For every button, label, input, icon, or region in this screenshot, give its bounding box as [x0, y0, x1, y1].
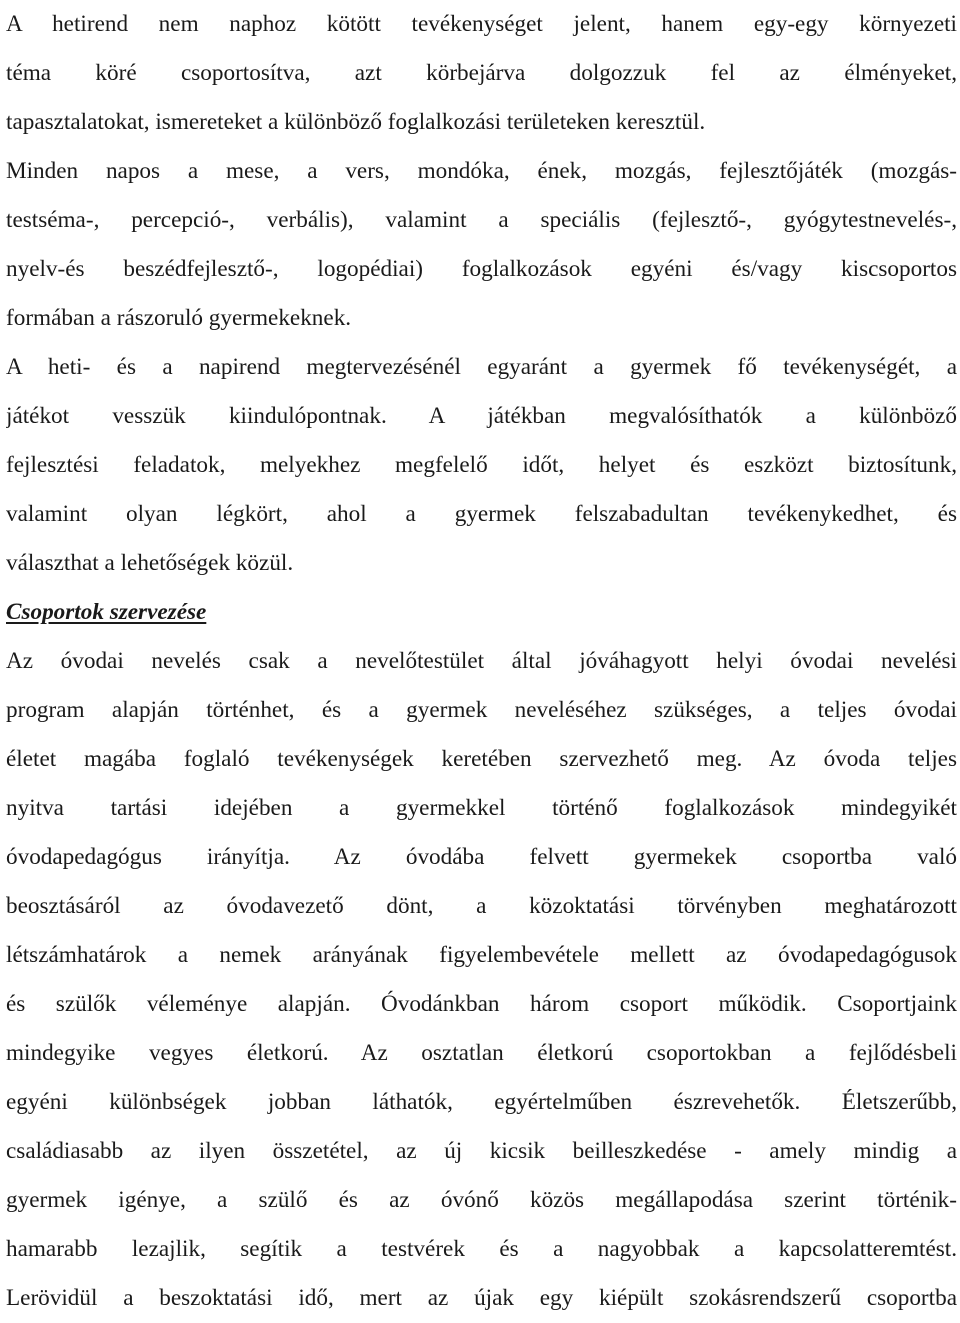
text-line: A hetirend nem naphoz kötött tevékenységet jelent, hanem egy-egy környezeti: [6, 11, 957, 37]
text-line: játékot vesszük kiindulópontnak. A játékban megvalósíthatók a különböző: [6, 403, 957, 429]
text-line: formában a rászoruló gyermekeknek.: [6, 305, 352, 331]
text-line: téma köré csoportosítva, azt körbejárva dolgozzuk fel az élményeket,: [6, 60, 957, 86]
text-line: nyelv-és beszédfejlesztő-, logopédiai) foglalkozások egyéni és/vagy kiscsoportos: [6, 256, 957, 282]
text-line: valamint olyan légkört, ahol a gyermek felszabadultan tevékenykedhet, és: [6, 501, 957, 527]
text-line: Minden napos a mese, a vers, mondóka, ének, mozgás, fejlesztőjáték (mozgás-: [6, 158, 957, 184]
text-line: óvodapedagógus irányítja. Az óvodába felvett gyermekek csoportba való: [6, 844, 957, 870]
text-line: fejlesztési feladatok, melyekhez megfelelő időt, helyet és eszközt biztosítunk,: [6, 452, 957, 478]
text-line: egyéni különbségek jobban láthatók, egyértelműben észrevehetők. Életszerűbb,: [6, 1089, 957, 1115]
text-line: és szülők véleménye alapján. Óvodánkban három csoport működik. Csoportjaink: [6, 991, 957, 1017]
text-line: testséma-, percepció-, verbális), valamint a speciális (fejlesztő-, gyógytestnevelés-,: [6, 207, 957, 233]
section-heading: [6, 588, 957, 637]
section-heading-text: Csoportok szervezése: [6, 599, 207, 625]
text-line: mindegyike vegyes életkorú. Az osztatlan életkorú csoportokban a fejlődésbeli: [6, 1040, 957, 1066]
text-line: Az óvodai nevelés csak a nevelőtestület által jóváhagyott helyi óvodai nevelési: [6, 648, 957, 674]
paragraph-group-organization: [6, 637, 957, 1323]
text-line: nyitva tartási idejében a gyermekkel történő foglalkozások mindegyikét: [6, 795, 957, 821]
paragraph-weekly-schedule: [6, 0, 957, 343]
text-line: hamarabb lezajlik, segítik a testvérek és a nagyobbak a kapcsolatteremtést.: [6, 1236, 957, 1262]
text-line: gyermek igénye, a szülő és az óvónő közös megállapodása szerint történik-: [6, 1187, 957, 1213]
text-line: tapasztalatokat, ismereteket a különböző foglalkozási területeken keresztül.: [6, 109, 706, 135]
text-line: választhat a lehetőségek közül.: [6, 550, 294, 576]
text-line: életet magába foglaló tevékenységek keretében szervezhető meg. Az óvoda teljes: [6, 746, 957, 772]
text-line: Lerövidül a beszoktatási idő, mert az újak egy kiépült szokásrendszerű csoportba: [6, 1285, 957, 1311]
document-page: [6, 0, 957, 1323]
text-line: beosztásáról az óvodavezető dönt, a közoktatási törvényben meghatározott: [6, 893, 957, 919]
text-line: családiasabb az ilyen összetétel, az új kicsik beilleszkedése - amely mindig a: [6, 1138, 957, 1164]
text-line: program alapján történhet, és a gyermek neveléséhez szükséges, a teljes óvodai: [6, 697, 957, 723]
paragraph-daily-planning: [6, 343, 957, 588]
text-line: létszámhatárok a nemek arányának figyelembevétele mellett az óvodapedagógusok: [6, 942, 957, 968]
text-line: A heti- és a napirend megtervezésénél egyaránt a gyermek fő tevékenységét, a: [6, 354, 957, 380]
